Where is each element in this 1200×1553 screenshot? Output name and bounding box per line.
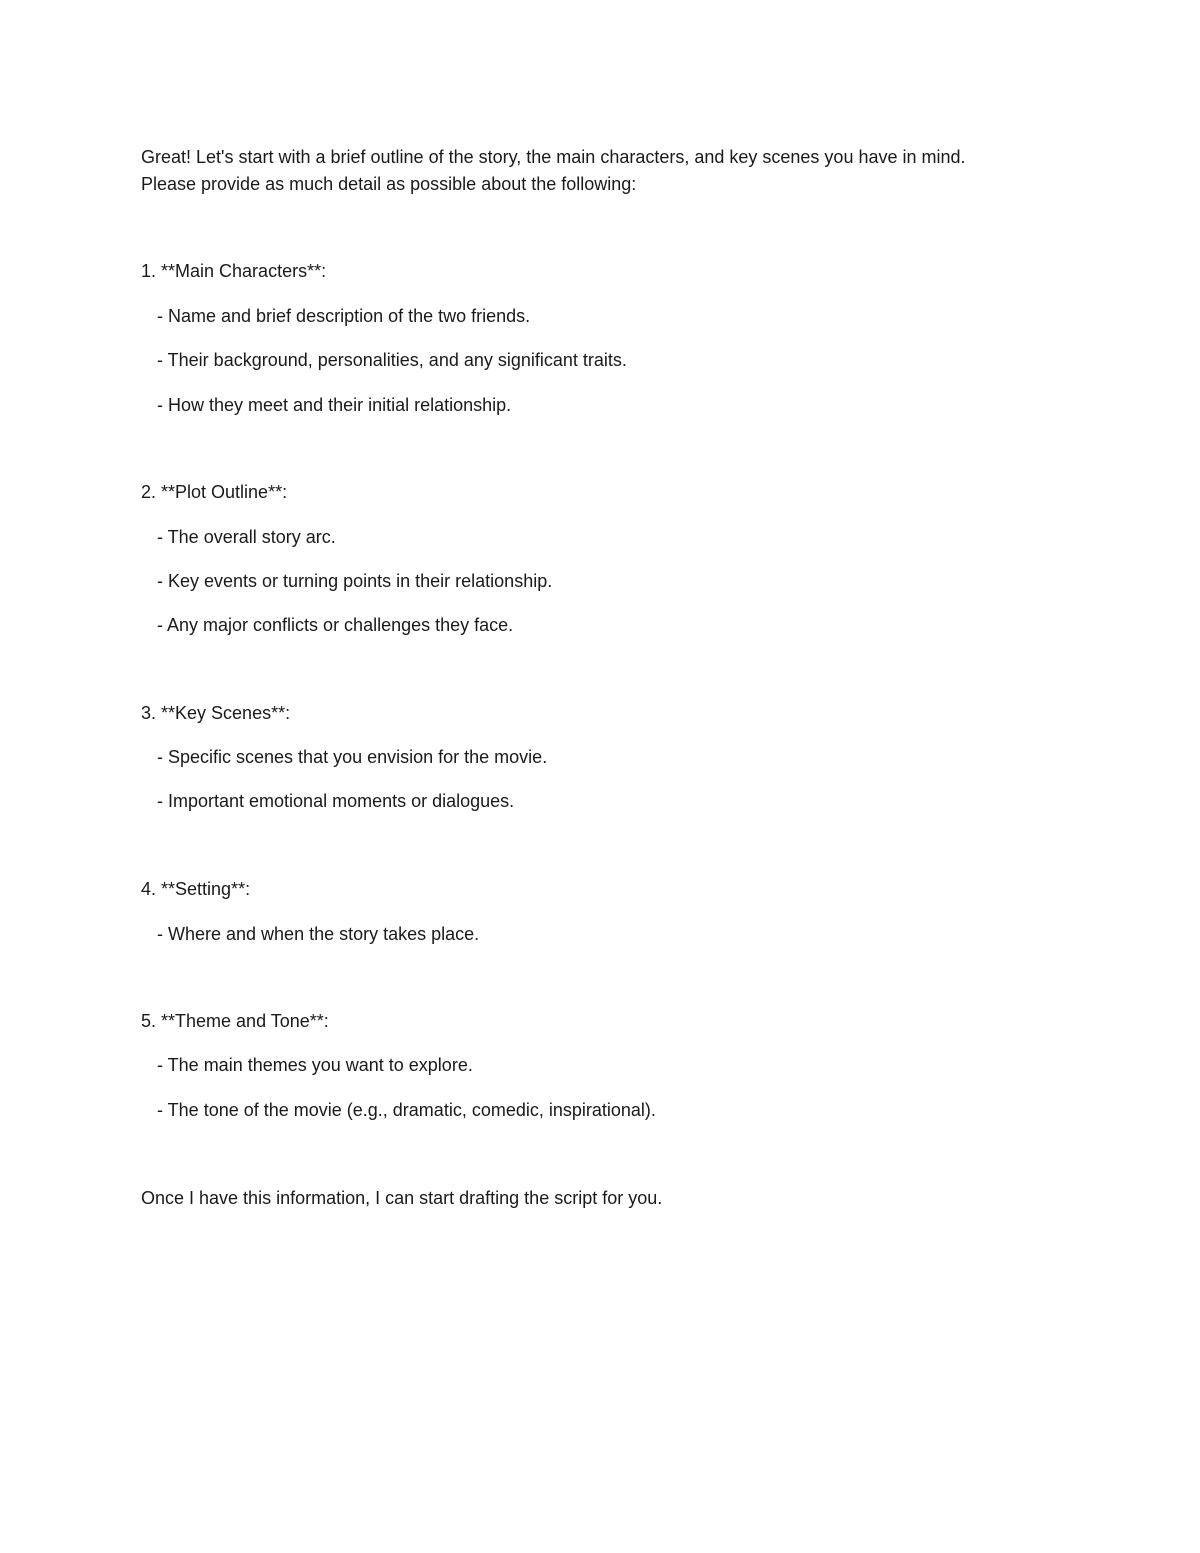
section-heading-theme-and-tone: 5. **Theme and Tone**: xyxy=(141,1011,329,1031)
list-item: - Name and brief description of the two friends. xyxy=(157,306,531,326)
list-item: - Key events or turning points in their relationship. xyxy=(157,571,553,591)
list-item: - Their background, personalities, and any significant traits. xyxy=(157,350,627,370)
intro-line-2: Please provide as much detail as possible about the following: xyxy=(141,174,637,194)
closing-paragraph: Once I have this information, I can start drafting the script for you. xyxy=(141,1188,663,1208)
section-heading-setting: 4. **Setting**: xyxy=(141,879,251,899)
section-heading-key-scenes: 3. **Key Scenes**: xyxy=(141,703,291,723)
list-item: - How they meet and their initial relationship. xyxy=(157,395,512,415)
list-item: - The tone of the movie (e.g., dramatic, comedic, inspirational). xyxy=(157,1100,656,1120)
list-item: - Where and when the story takes place. xyxy=(157,924,480,944)
intro-line-1: Great! Let's start with a brief outline of the story, the main characters, and key scenes you have in mind. xyxy=(141,147,966,167)
list-item: - Specific scenes that you envision for the movie. xyxy=(157,747,548,767)
section-heading-main-characters: 1. **Main Characters**: xyxy=(141,261,327,281)
section-heading-plot-outline: 2. **Plot Outline**: xyxy=(141,482,288,502)
list-item: - Important emotional moments or dialogues. xyxy=(157,791,515,811)
list-item: - The main themes you want to explore. xyxy=(157,1055,473,1075)
list-item: - Any major conflicts or challenges they face. xyxy=(157,615,514,635)
list-item: - The overall story arc. xyxy=(157,527,336,547)
